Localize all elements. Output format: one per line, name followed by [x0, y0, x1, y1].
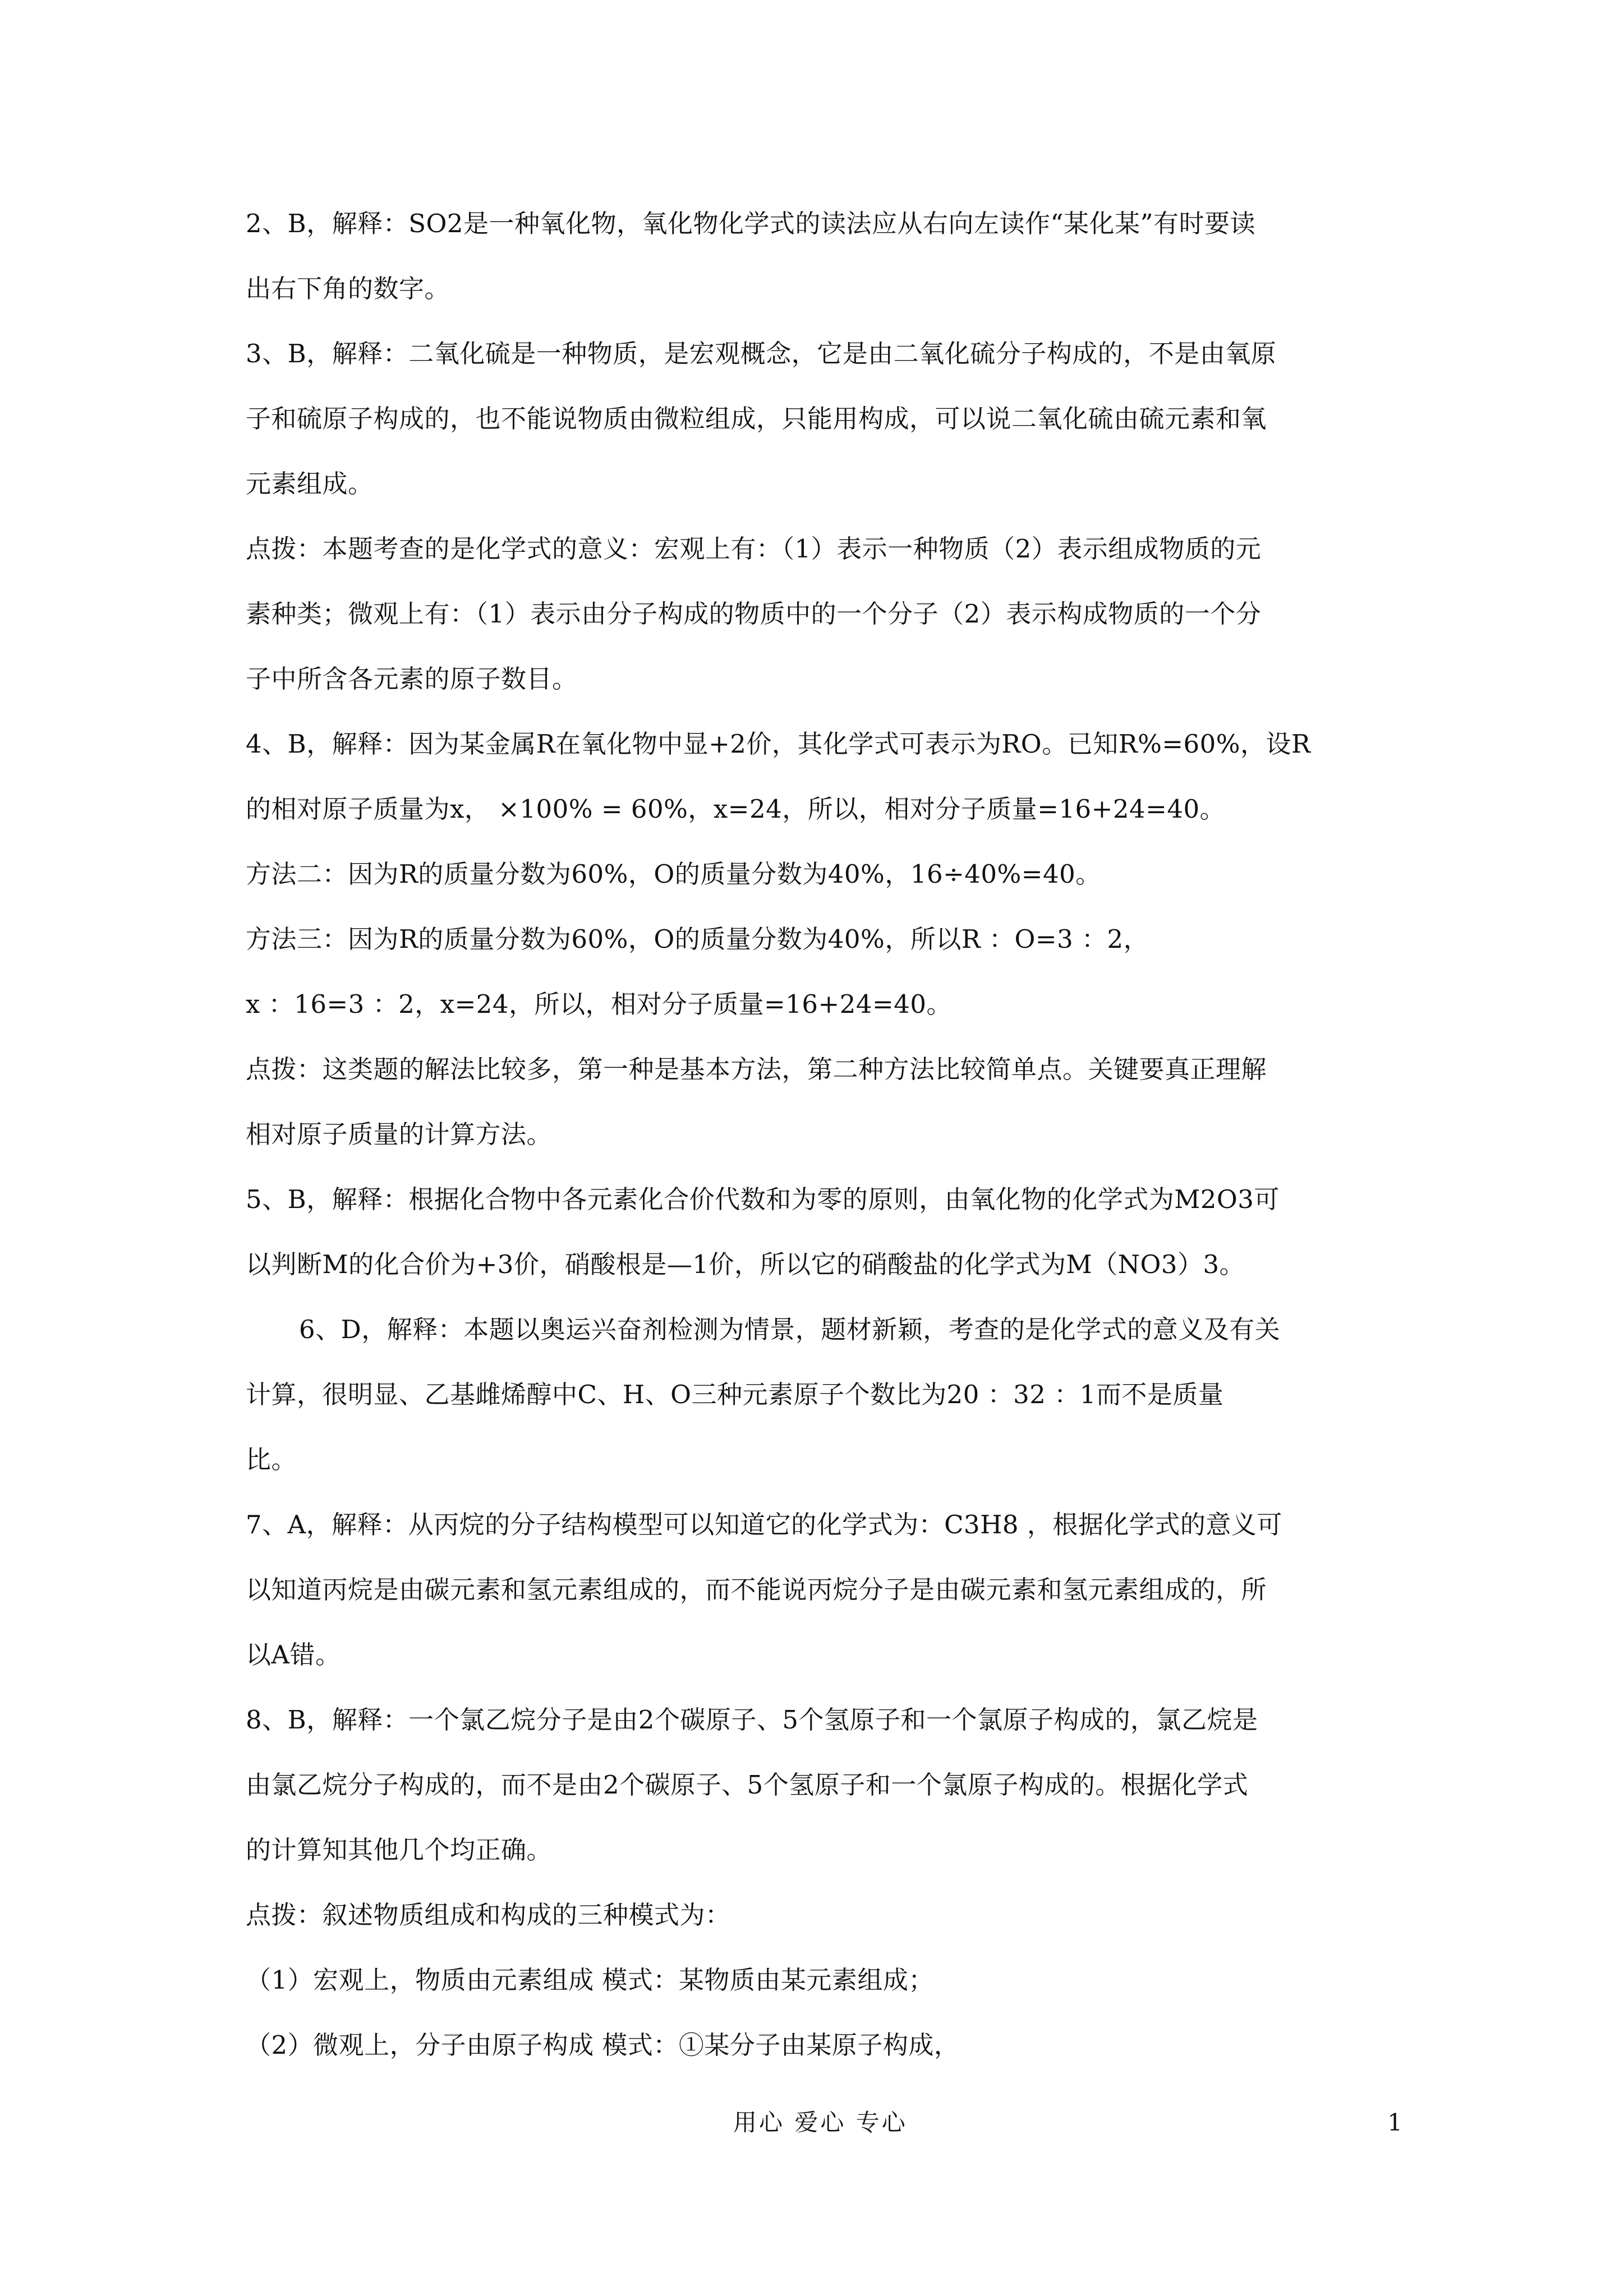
text-line: 4、B，解释：因为某金属R在氧化物中显+2价，其化学式可表示为RO。已知R%=60%，设R — [246, 729, 1311, 759]
text-line: 子和硫原子构成的，也不能说物质由微粒组成，只能用构成，可以说二氧化硫由硫元素和氧 — [246, 404, 1267, 434]
text-line: 以判断M的化合价为+3价，硝酸根是—1价，所以它的硝酸盐的化学式为M（NO3）3。 — [246, 1250, 1245, 1279]
text-line: 点拨：叙述物质组成和构成的三种模式为： — [246, 1900, 731, 1930]
text-line: 方法三：因为R的质量分数为60%，O的质量分数为40%，所以R ：O=3 ：2， — [246, 924, 1149, 954]
page-footer — [0, 2106, 1624, 2140]
text-line: 点拨：这类题的解法比较多，第一种是基本方法，第二种方法比较简单点。关键要真正理解 — [246, 1054, 1267, 1084]
text-line: 3、B，解释：二氧化硫是一种物质，是宏观概念，它是由二氧化硫分子构成的，不是由氧原 — [246, 339, 1277, 368]
text-line: 素种类；微观上有：（1）表示由分子构成的物质中的一个分子（2）表示构成物质的一个分 — [246, 599, 1262, 629]
text-line: x ：16=3 ：2，x=24，所以，相对分子质量=16+24=40。 — [246, 989, 952, 1019]
text-line: 元素组成。 — [246, 469, 374, 499]
text-line: 以A错。 — [246, 1640, 341, 1670]
text-line: 点拨：本题考查的是化学式的意义：宏观上有：（1）表示一种物质（2）表示组成物质的元 — [246, 534, 1262, 564]
text-line: （2）微观上，分子由原子构成 模式：①某分子由某原子构成， — [246, 2030, 960, 2060]
text-line: 由氯乙烷分子构成的，而不是由2个碳原子、5个氢原子和一个氯原子构成的。根据化学式 — [246, 1770, 1249, 1800]
text-line: （1）宏观上，物质由元素组成 模式：某物质由某元素组成； — [246, 1965, 934, 1995]
page-number: 1 — [1387, 2109, 1402, 2136]
text-line: 2、B，解释：SO2是一种氧化物，氧化物化学式的读法应从右向左读作“某化某”有时要读 — [246, 209, 1256, 238]
text-line: 的相对原子质量为x， ×100% = 60%，x=24，所以，相对分子质量=16+24=40。 — [246, 794, 1226, 824]
text-line: 相对原子质量的计算方法。 — [246, 1119, 553, 1149]
text-line: 的计算知其他几个均正确。 — [246, 1835, 553, 1865]
text-line: 6、D，解释：本题以奥运兴奋剂检测为情景，题材新颖，考查的是化学式的意义及有关 — [299, 1315, 1281, 1344]
text-line: 比。 — [246, 1445, 297, 1474]
text-line: 8、B，解释：一个氯乙烷分子是由2个碳原子、5个氢原子和一个氯原子构成的，氯乙烷是 — [246, 1705, 1258, 1735]
text-line: 方法二：因为R的质量分数为60%，O的质量分数为40%，16÷40%=40。 — [246, 859, 1101, 889]
document-body — [246, 208, 1390, 2094]
text-line: 以知道丙烷是由碳元素和氢元素组成的，而不能说丙烷分子是由碳元素和氢元素组成的，所 — [246, 1575, 1267, 1605]
text-line: 出右下角的数字。 — [246, 274, 450, 303]
text-line: 计算，很明显、乙基雌烯醇中C、H、O三种元素原子个数比为20 ：32 ：1而不是质量 — [246, 1380, 1224, 1409]
text-line: 7、A，解释：从丙烷的分子结构模型可以知道它的化学式为：C3H8 ，根据化学式的意义可 — [246, 1510, 1282, 1539]
footer-slogan: 用心 爱心 专心 — [733, 2109, 908, 2136]
text-line: 5、B，解释：根据化合物中各元素化合价代数和为零的原则，由氧化物的化学式为M2O3可 — [246, 1184, 1280, 1214]
text-line: 子中所含各元素的原子数目。 — [246, 664, 578, 694]
